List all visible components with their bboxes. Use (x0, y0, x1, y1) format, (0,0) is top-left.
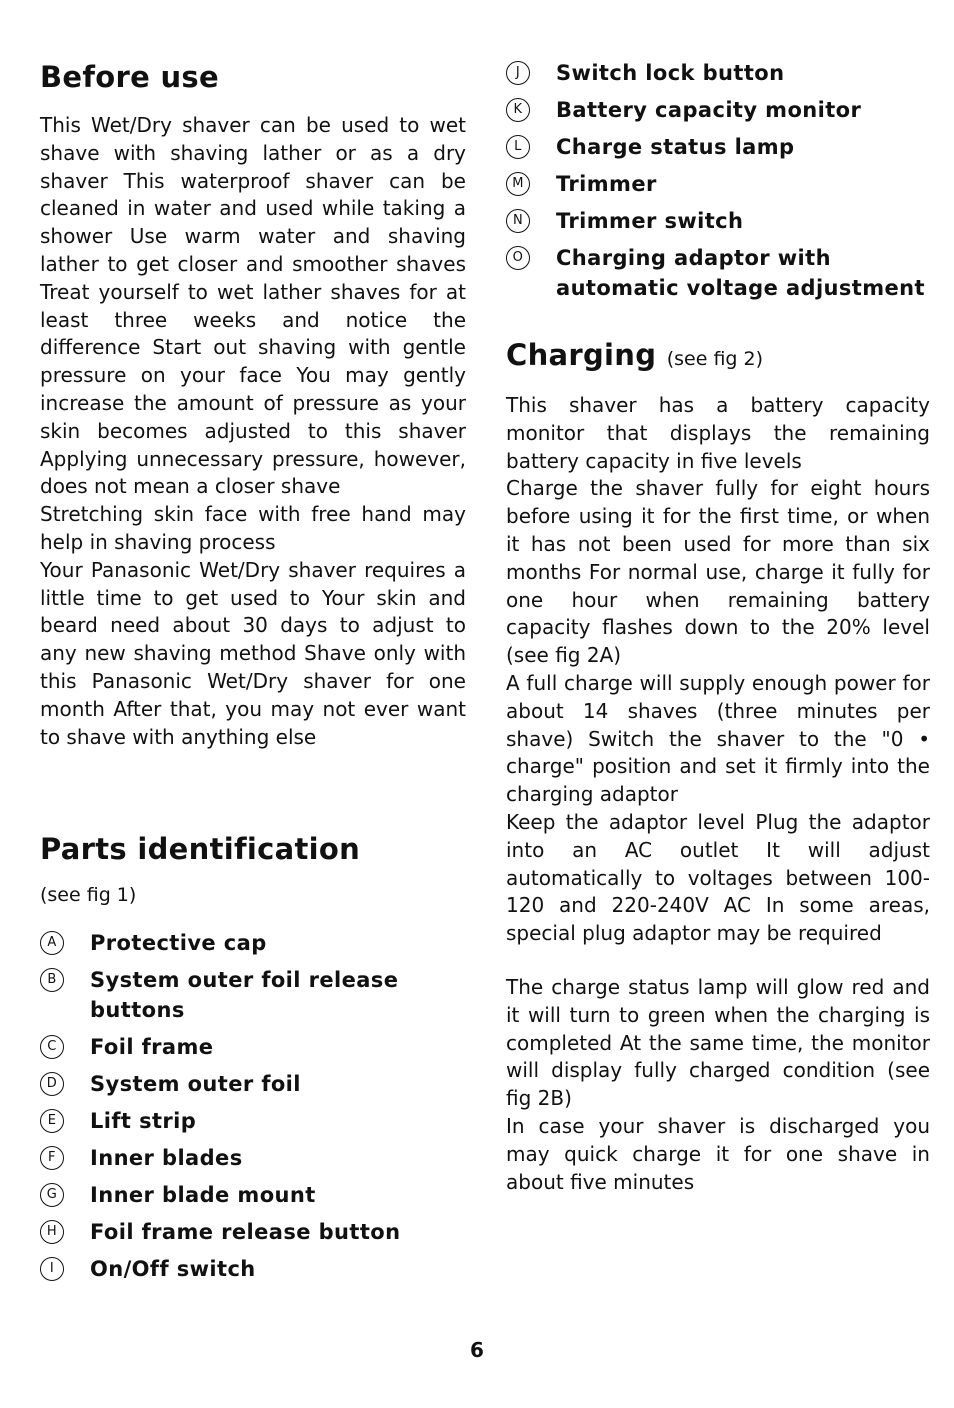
part-item-i (40, 1254, 466, 1284)
part-item-h (40, 1217, 466, 1247)
part-label: Lift strip (90, 1109, 197, 1133)
circled-letter-icon: I (40, 1257, 64, 1281)
charging-paragraph-3: A full charge will supply enough power for about 14 shaves (three minutes per shave) Switch the shaver to the "0 • charge" position and set it firmly into the charging adaptor (506, 670, 930, 807)
part-label: Trimmer (556, 172, 657, 196)
before-use-paragraph-3: Your Panasonic Wet/Dry shaver requires a little time to get used to Your skin and beard need about 30 days to adjust to any new shaving method Shave only with this Panasonic Wet/Dry shaver for one month After that, you may not ever want to shave with anything else (40, 557, 466, 749)
part-label: Charging adaptor with automatic voltage adjustment (556, 246, 925, 300)
circled-letter-icon: D (40, 1072, 64, 1096)
charging-heading (506, 338, 763, 372)
before-use-heading: Before use (40, 60, 219, 94)
part-item-o (506, 243, 930, 303)
part-label: Battery capacity monitor (556, 98, 862, 122)
part-label: Protective cap (90, 931, 267, 955)
part-item-d (40, 1069, 466, 1099)
parts-list (40, 928, 466, 1291)
charging-text (506, 392, 930, 1196)
part-label: Charge status lamp (556, 135, 795, 159)
parts-see-figure: (see fig 1) (40, 884, 137, 906)
part-label: System outer foil (90, 1072, 301, 1096)
circled-letter-icon: M (506, 172, 530, 196)
part-label: On/Off switch (90, 1257, 256, 1281)
charging-paragraph-5: The charge status lamp will glow red and it will turn to green when the charging is completed At the same time, the monitor will display fully charged condition (see fig 2B) (506, 974, 930, 1111)
circled-letter-icon: G (40, 1183, 64, 1207)
circled-letter-icon: J (506, 61, 530, 85)
circled-letter-icon: B (40, 968, 64, 992)
part-item-l (506, 132, 930, 162)
part-item-f (40, 1143, 466, 1173)
part-label: Switch lock button (556, 61, 785, 85)
before-use-paragraph-1: This Wet/Dry shaver can be used to wet shave with shaving lather or as a dry shaver This waterproof shaver can be cleaned in water and used while taking a shower Use warm water and shaving lather to get closer and smoother shaves Treat yourself to wet lather shaves for at least three weeks and notice the difference Start out shaving with gentle pressure on your face You may gently increase the amount of pressure as your skin becomes adjusted to this shaver Applying unnecessary pressure, however, does not mean a closer shave (40, 113, 466, 499)
circled-letter-icon: H (40, 1220, 64, 1244)
part-label: Foil frame release button (90, 1220, 401, 1244)
part-item-g (40, 1180, 466, 1210)
parts-list-continued (506, 58, 930, 310)
circled-letter-icon: C (40, 1035, 64, 1059)
part-label: Foil frame (90, 1035, 214, 1059)
part-item-n (506, 206, 930, 236)
part-label: Inner blade mount (90, 1183, 316, 1207)
part-item-b (40, 965, 466, 1025)
charging-heading-text: Charging (506, 338, 657, 372)
circled-letter-icon: N (506, 209, 530, 233)
circled-letter-icon: O (506, 246, 530, 270)
paragraph-gap (506, 948, 930, 974)
circled-letter-icon: E (40, 1109, 64, 1133)
part-item-k (506, 95, 930, 125)
circled-letter-icon: K (506, 98, 530, 122)
part-label: System outer foil release buttons (90, 968, 399, 1022)
charging-paragraph-6: In case your shaver is discharged you may quick charge it for one shave in about five minutes (506, 1113, 930, 1194)
charging-paragraph-2: Charge the shaver fully for eight hours before using it for the first time, or when it has not been used for more than six months For normal use, charge it fully for one hour when remaining battery capacity flashes down to the 20% level (see fig 2A) (506, 476, 930, 668)
circled-letter-icon: L (506, 135, 530, 159)
part-item-m (506, 169, 930, 199)
before-use-text (40, 112, 466, 751)
part-item-c (40, 1032, 466, 1062)
part-label: Trimmer switch (556, 209, 744, 233)
before-use-paragraph-2: Stretching skin face with free hand may help in shaving process (40, 502, 466, 554)
charging-paragraph-4: Keep the adaptor level Plug the adaptor into an AC outlet It will adjust automatically to voltages between 100-120 and 220-240V AC In some areas, special plug adaptor may be required (506, 809, 930, 946)
page-number: 6 (470, 1338, 484, 1362)
charging-see-figure: (see fig 2) (666, 348, 764, 370)
part-item-e (40, 1106, 466, 1136)
circled-letter-icon: F (40, 1146, 64, 1170)
parts-identification-heading: Parts identification (40, 832, 361, 866)
part-item-a (40, 928, 466, 958)
circled-letter-icon: A (40, 931, 64, 955)
charging-paragraph-1: This shaver has a battery capacity monitor that displays the remaining battery capacity in five levels (506, 393, 930, 473)
part-label: Inner blades (90, 1146, 243, 1170)
part-item-j (506, 58, 930, 88)
